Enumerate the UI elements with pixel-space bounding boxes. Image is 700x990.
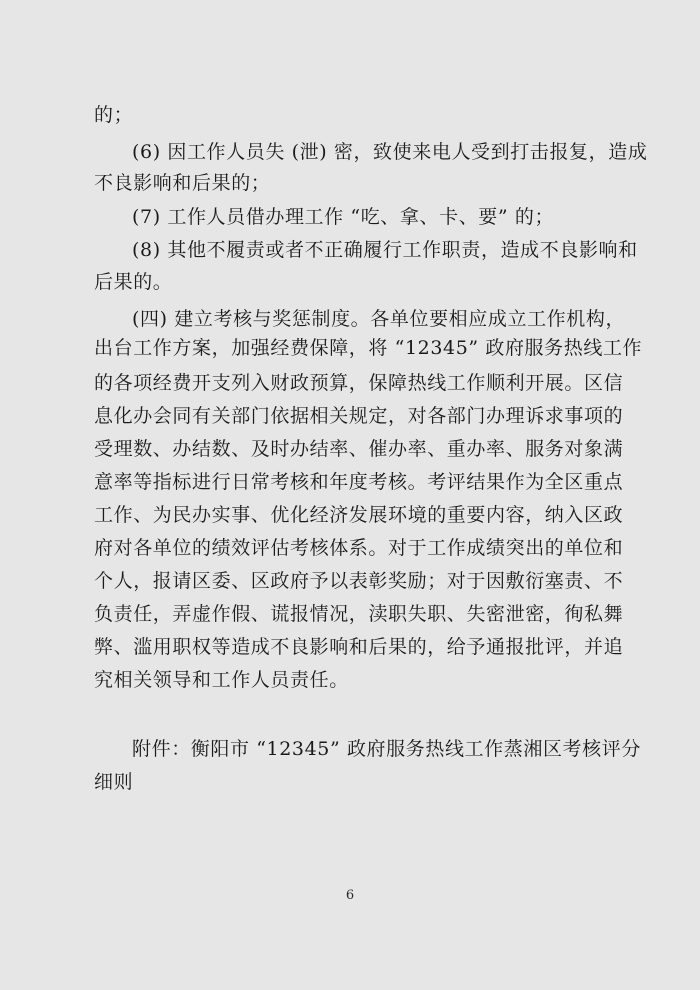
text-line: 息化办会同有关部门依据相关规定，对各部门办理诉求事项的 [94, 405, 624, 427]
text-line: 的各项经费开支列入财政预算，保障热线工作顺利开展。区信 [94, 372, 624, 394]
text-line: 府对各单位的绩效评估考核体系。对于工作成绩突出的单位和 [94, 537, 624, 559]
text-line: 意率等指标进行日常考核和年度考核。考评结果作为全区重点 [94, 471, 624, 493]
text-line: (8) 其他不履责或者不正确履行工作职责，造成不良影响和 [132, 239, 638, 261]
text-line: (6) 因工作人员失 (泄) 密，致使来电人受到打击报复，造成 [132, 141, 648, 163]
text-line: 究相关领导和工作人员责任。 [94, 669, 349, 691]
text-line: (7) 工作人员借办理工作 “吃、拿、卡、要” 的； [132, 206, 555, 228]
text-line: 的； [94, 104, 134, 126]
text-line: (四) 建立考核与奖惩制度。各单位要相应成立工作机构， [132, 308, 626, 330]
text-line: 工作、为民办实事、优化经济发展环境的重要内容，纳入区政 [94, 504, 624, 526]
text-line: 负责任，弄虚作假、谎报情况，渎职失职、失密泄密，徇私舞 [94, 603, 624, 625]
text-line: 出台工作方案，加强经费保障，将 “12345” 政府服务热线工作 [94, 337, 643, 359]
page-number: 6 [345, 888, 355, 903]
text-line: 不良影响和后果的； [94, 172, 271, 194]
attachment-line: 附件：衡阳市 “12345” 政府服务热线工作蒸湘区考核评分 [132, 738, 641, 760]
text-line: 受理数、办结数、及时办结率、催办率、重办率、服务对象满 [94, 438, 624, 460]
attachment-line: 细则 [94, 771, 134, 793]
text-line: 弊、滥用职权等造成不良影响和后果的，给予通报批评，并追 [94, 636, 624, 658]
text-line: 个人，报请区委、区政府予以表彰奖励；对于因敷衍塞责、不 [94, 570, 624, 592]
text-line: 后果的。 [94, 271, 173, 293]
